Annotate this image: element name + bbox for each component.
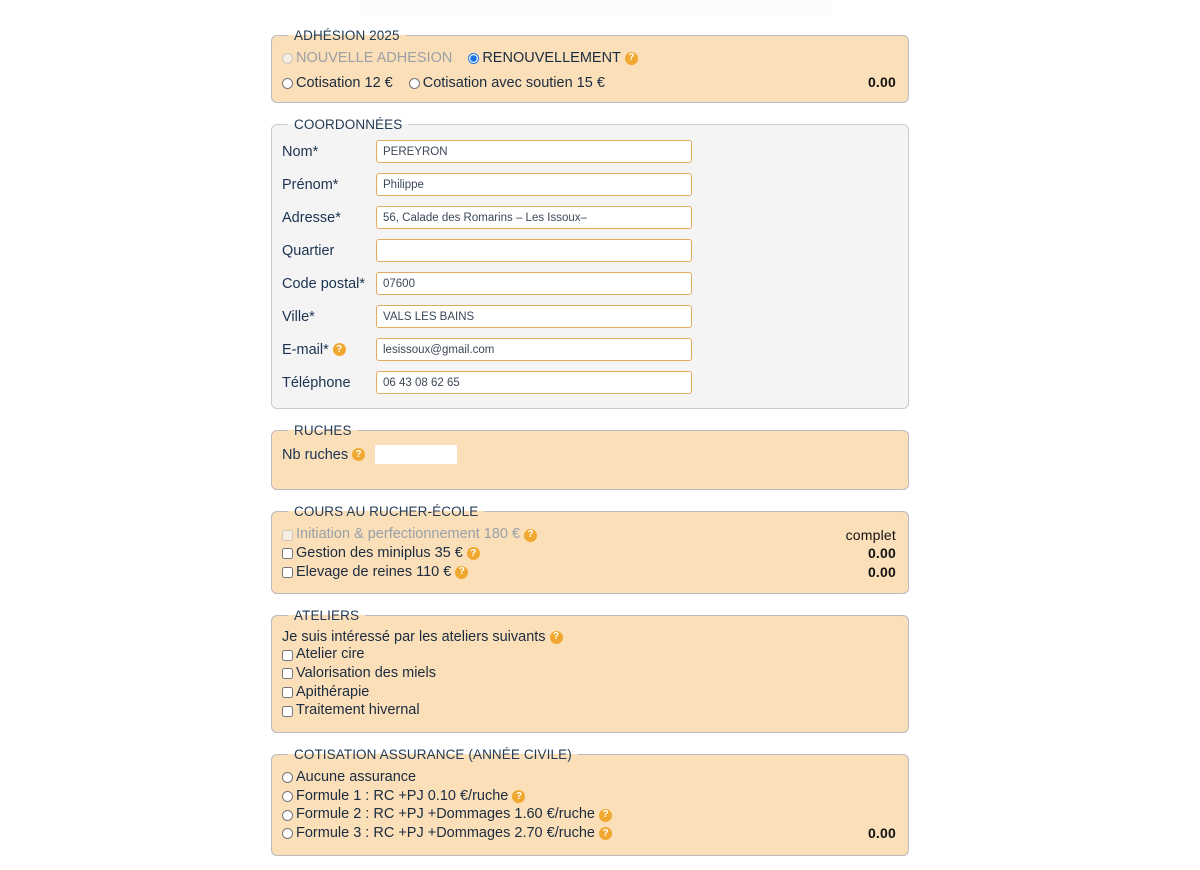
assurance-item-formule-3[interactable] (282, 825, 898, 843)
assurance-item-formule-1-label: Formule 1 : RC +PJ 0.10 €/ruche (296, 787, 509, 804)
assurance-item-formule-3-label: Formule 3 : RC +PJ +Dommages 2.70 €/ruche (296, 825, 595, 842)
radio-cotisation-soutien-15-input[interactable] (409, 78, 420, 89)
field-code-postal (282, 270, 898, 297)
ateliers-intro-text: Je suis intéressé par les ateliers suivants (282, 629, 546, 646)
assurance-item-formule-1-radio[interactable] (282, 791, 293, 802)
cours-item-elevage-reines-checkbox[interactable] (282, 567, 293, 578)
atelier-item-valorisation-miels-label: Valorisation des miels (296, 665, 436, 681)
code-postal-input[interactable] (376, 272, 692, 295)
atelier-item-apitherapie-checkbox[interactable] (282, 687, 293, 698)
cours-item-miniplus-checkbox[interactable] (282, 548, 293, 559)
field-telephone (282, 369, 898, 396)
assurance-item-formule-2-label: Formule 2 : RC +PJ +Dommages 1.60 €/ruche (296, 806, 595, 823)
adhesion-amount: 0.00 (867, 74, 896, 91)
field-nom (282, 138, 898, 165)
cours-item-initiation-checkbox[interactable] (282, 530, 293, 541)
section-ateliers (271, 608, 909, 733)
cours-item-initiation[interactable] (282, 526, 898, 544)
adhesion-type-row (282, 49, 898, 67)
atelier-item-cire-checkbox[interactable] (282, 650, 293, 661)
field-prenom-label: Prénom* (282, 176, 339, 193)
radio-cotisation-12[interactable] (282, 74, 393, 92)
assurance-item-aucune-radio[interactable] (282, 772, 293, 783)
cours-item-elevage-reines[interactable] (282, 564, 898, 582)
quartier-input[interactable] (376, 239, 692, 262)
help-icon[interactable]: ? (333, 343, 346, 356)
section-coordonnees-legend: COORDONNÉES (294, 117, 403, 133)
cours-item-miniplus[interactable] (282, 545, 898, 563)
field-email-label-text: E-mail* (282, 341, 329, 358)
assurance-item-formule-2[interactable] (282, 806, 898, 824)
radio-nouvelle-adhesion[interactable] (282, 49, 452, 67)
radio-renouvellement[interactable] (468, 49, 638, 67)
help-icon[interactable]: ? (352, 448, 365, 461)
nb-ruches-label-text: Nb ruches (282, 446, 349, 463)
ville-input[interactable] (376, 305, 692, 328)
membership-form (271, 0, 909, 870)
field-prenom (282, 171, 898, 198)
cours-item-elevage-reines-amount: 0.00 (867, 563, 896, 580)
cours-item-initiation-label: Initiation & perfectionnement 180 € (296, 526, 521, 543)
section-ateliers-legend: ATELIERS (294, 608, 360, 624)
cours-item-miniplus-label: Gestion des miniplus 35 € (296, 544, 463, 561)
radio-cotisation-12-input[interactable] (282, 78, 293, 89)
telephone-input[interactable] (376, 371, 692, 394)
radio-nouvelle-adhesion-input[interactable] (282, 53, 293, 64)
help-icon[interactable]: ? (599, 809, 612, 822)
atelier-item-cire[interactable] (282, 646, 898, 664)
section-ruches (271, 423, 909, 490)
help-icon[interactable]: ? (550, 631, 563, 644)
cours-item-initiation-amount: complet (845, 526, 896, 543)
radio-renouvellement-label: RENOUVELLEMENT (482, 50, 621, 66)
assurance-item-formule-2-radio[interactable] (282, 810, 293, 821)
atelier-item-traitement-hivernal-label: Traitement hivernal (296, 702, 420, 719)
radio-cotisation-12-label: Cotisation 12 € (296, 75, 393, 92)
section-adhesion (271, 28, 909, 103)
prenom-input[interactable] (376, 173, 692, 196)
atelier-item-traitement-hivernal[interactable] (282, 702, 898, 720)
assurance-item-formule-1[interactable] (282, 788, 898, 806)
radio-cotisation-soutien-15-label: Cotisation avec soutien 15 € (422, 75, 605, 92)
field-nom-label: Nom* (282, 143, 319, 160)
cotisation-row (282, 74, 898, 92)
help-icon[interactable]: ? (512, 790, 525, 803)
cours-item-miniplus-amount: 0.00 (867, 545, 896, 562)
field-ville-label: Ville* (282, 308, 315, 325)
help-icon[interactable]: ? (467, 547, 480, 560)
assurance-item-formule-3-radio[interactable] (282, 828, 293, 839)
section-cours-legend: COURS AU RUCHER-ÉCOLE (294, 504, 479, 520)
field-email (282, 336, 898, 363)
help-icon[interactable]: ? (625, 52, 638, 65)
nb-ruches-label (282, 447, 365, 463)
help-icon[interactable]: ? (524, 529, 537, 542)
nom-input[interactable] (376, 140, 692, 163)
email-input[interactable] (376, 338, 692, 361)
radio-renouvellement-input[interactable] (468, 53, 479, 64)
atelier-item-valorisation-miels[interactable] (282, 665, 898, 683)
cours-item-elevage-reines-label: Elevage de reines 110 € (296, 563, 452, 580)
field-adresse (282, 204, 898, 231)
section-adhesion-legend: ADHÉSION 2025 (294, 28, 400, 43)
help-icon[interactable]: ? (599, 827, 612, 840)
atelier-item-apitherapie[interactable] (282, 684, 898, 702)
field-quartier (282, 237, 898, 264)
assurance-item-aucune[interactable] (282, 769, 898, 787)
atelier-item-traitement-hivernal-checkbox[interactable] (282, 706, 293, 717)
field-ville (282, 303, 898, 330)
section-cotisation-assurance (271, 747, 909, 856)
nb-ruches-input[interactable] (374, 444, 458, 465)
section-ruches-legend: RUCHES (294, 423, 352, 439)
ateliers-intro (282, 629, 898, 645)
radio-nouvelle-adhesion-label: NOUVELLE ADHESION (296, 50, 453, 66)
atelier-item-cire-label: Atelier cire (296, 646, 365, 663)
atelier-item-valorisation-miels-checkbox[interactable] (282, 668, 293, 679)
adresse-input[interactable] (376, 206, 692, 229)
field-email-label (282, 342, 376, 358)
atelier-item-apitherapie-label: Apithérapie (296, 683, 370, 700)
section-coordonnees (271, 117, 909, 409)
assurance-item-formule-3-amount: 0.00 (867, 825, 896, 842)
assurance-item-aucune-label: Aucune assurance (296, 769, 417, 786)
section-assurance-legend: COTISATION ASSURANCE (ANNÉE CIVILE) (294, 747, 572, 763)
field-telephone-label: Téléphone (282, 374, 351, 391)
radio-cotisation-soutien-15[interactable] (409, 74, 605, 92)
field-nb-ruches (282, 444, 898, 465)
field-adresse-label: Adresse* (282, 209, 341, 226)
field-code-postal-label: Code postal* (282, 275, 366, 292)
section-cours-rucher-ecole (271, 504, 909, 594)
field-quartier-label: Quartier (282, 242, 335, 259)
help-icon[interactable]: ? (455, 566, 468, 579)
